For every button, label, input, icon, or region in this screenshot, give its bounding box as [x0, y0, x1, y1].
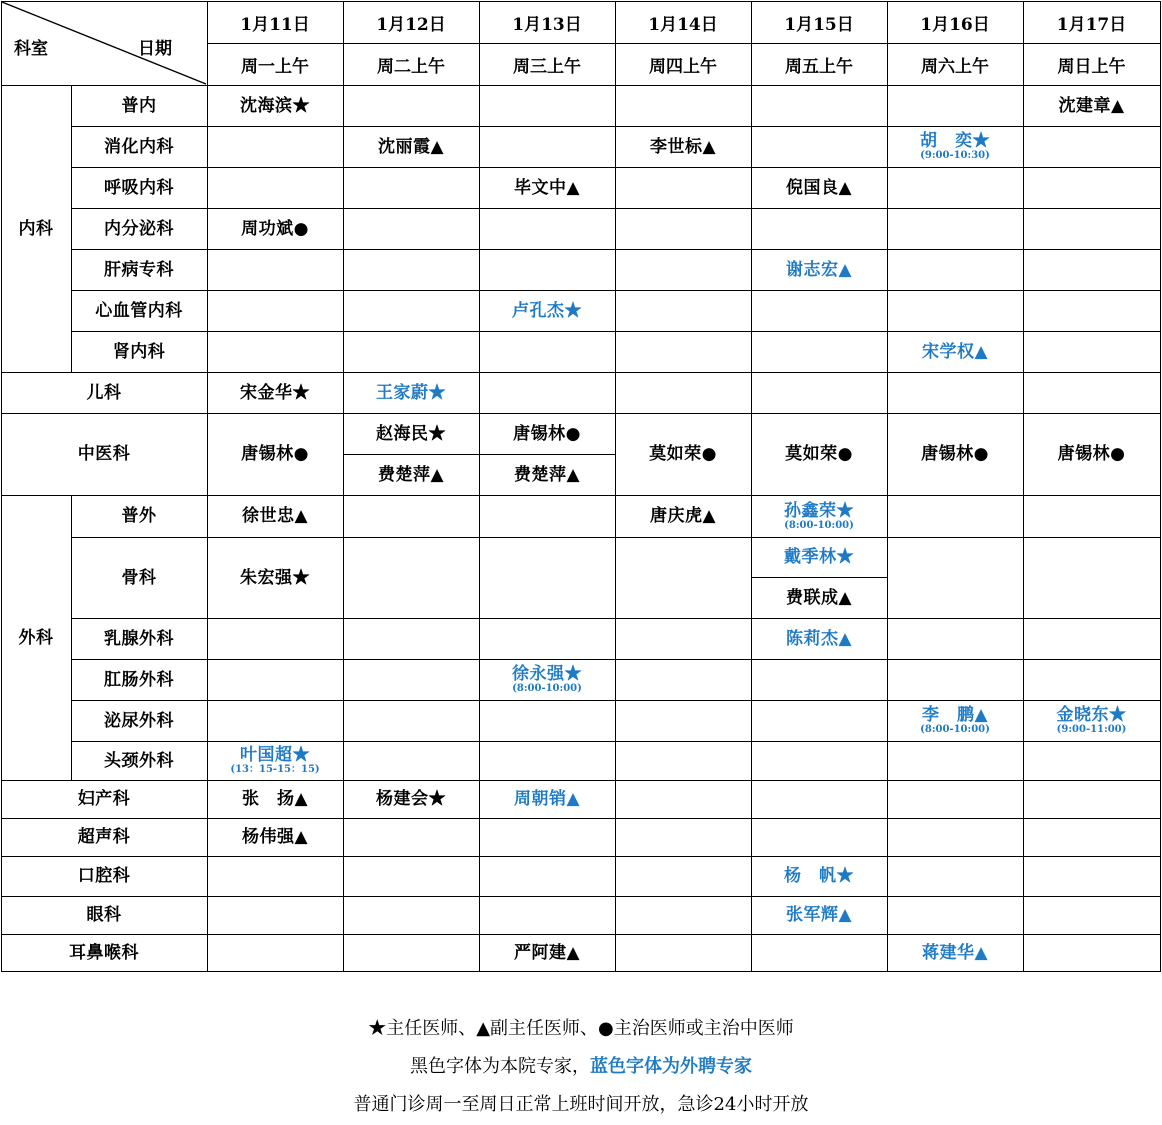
doctor-name: 沈丽霞▲ [377, 136, 445, 157]
doctor-entry [751, 577, 887, 618]
doctor-entry [207, 818, 343, 856]
department-label: 普外 [121, 506, 157, 526]
doctor-entry [751, 249, 887, 290]
doctor-name: 沈海滨★ [240, 95, 310, 116]
doctor-name: 胡 奕★ [920, 131, 990, 151]
doctor-entry [343, 126, 479, 167]
doctor-entry [887, 331, 1023, 372]
legend-colors [0, 1048, 1162, 1086]
day-date-header: 1月14日 [648, 14, 718, 35]
department-label: 呼吸内科 [104, 177, 174, 198]
doctor-name: 徐永强★ [512, 664, 582, 684]
legend-symbols: ★主任医师、▲副主任医师、●主治医师或主治中医师 [368, 1018, 794, 1039]
department-label: 眼科 [86, 905, 122, 925]
doctor-name: 孙鑫荣★ [784, 500, 854, 521]
doctor-entry [751, 495, 887, 537]
department-label: 口腔科 [77, 866, 131, 886]
department-label: 肛肠外科 [104, 669, 174, 690]
department-label: 中医科 [77, 444, 131, 464]
doctor-entry [207, 537, 343, 618]
session-time: (9:00-11:00) [1056, 724, 1127, 735]
doctor-entry [343, 780, 479, 818]
doctor-entry [343, 454, 479, 495]
doctor-entry [615, 495, 751, 537]
doctor-entry [887, 413, 1023, 495]
doctor-entry [207, 495, 343, 537]
day-weekday-header: 周四上午 [649, 56, 717, 77]
doctor-entry [479, 454, 615, 495]
doctor-entry [479, 413, 615, 454]
doctor-entry [887, 934, 1023, 971]
session-time: (9:00-10:30) [920, 150, 990, 161]
doctor-entry [207, 780, 343, 818]
day-weekday-header: 周二上午 [377, 56, 445, 77]
doctor-entry [207, 208, 343, 249]
department-label: 内分泌科 [104, 218, 174, 239]
doctor-name: 严阿建▲ [513, 942, 581, 963]
doctor-name: 唐锡林● [921, 444, 989, 464]
corner-label-department: 科室 [14, 39, 48, 59]
day-weekday-header: 周五上午 [785, 56, 853, 77]
doctor-name: 朱宏强★ [240, 567, 310, 588]
department-label: 儿科 [86, 382, 122, 403]
doctor-name: 毕文中▲ [513, 177, 581, 198]
day-weekday-header: 周日上午 [1057, 56, 1126, 77]
doctor-entry [887, 126, 1023, 167]
doctor-entry [479, 659, 615, 700]
corner-label-date: 日期 [138, 39, 172, 59]
doctor-entry [207, 413, 343, 495]
department-label: 肝病专科 [104, 259, 174, 280]
doctor-name: 李 鹏▲ [921, 705, 989, 725]
doctor-name: 王家蔚★ [376, 382, 446, 403]
department-label: 超声科 [77, 827, 131, 847]
doctor-name: 沈建章▲ [1058, 95, 1125, 116]
doctor-entry [615, 126, 751, 167]
doctor-name: 杨建会★ [376, 789, 446, 809]
doctor-name: 唐庆虎▲ [649, 506, 717, 526]
department-label: 消化内科 [104, 136, 174, 157]
session-time: (8:00-10:00) [920, 724, 990, 735]
doctor-name: 张军辉▲ [785, 905, 853, 925]
session-time: (8:00-10:00) [784, 519, 854, 531]
doctor-entry [479, 290, 615, 331]
doctor-name: 金晓东★ [1056, 705, 1127, 725]
doctor-entry [751, 167, 887, 208]
department-label: 泌尿外科 [104, 710, 174, 731]
day-weekday-header: 周六上午 [921, 56, 989, 77]
doctor-name: 周朝销▲ [513, 789, 581, 809]
day-date-header: 1月13日 [512, 14, 582, 35]
session-time: (8:00-10:00) [512, 683, 582, 694]
doctor-name: 周功斌● [241, 218, 309, 239]
doctor-name: 赵海民★ [376, 423, 446, 444]
doctor-entry [1023, 413, 1160, 495]
doctor-name: 陈莉杰▲ [785, 628, 853, 649]
day-date-header: 1月16日 [920, 14, 990, 35]
doctor-entry [751, 413, 887, 495]
doctor-name: 宋金华★ [240, 382, 310, 403]
legend-hours: 普通门诊周一至周日正常上班时间开放，急诊24小时开放 [353, 1094, 809, 1115]
day-date-header: 1月15日 [784, 14, 854, 35]
day-date-header: 1月12日 [376, 14, 446, 35]
department-label: 妇产科 [77, 789, 131, 809]
doctor-entry [1023, 85, 1160, 126]
department-label: 乳腺外科 [104, 628, 174, 649]
doctor-name: 唐锡林● [513, 423, 581, 444]
doctor-name: 唐锡林● [1057, 444, 1126, 464]
doctor-name: 倪国良▲ [785, 177, 853, 198]
doctor-name: 莫如荣● [785, 444, 853, 464]
doctor-entry [207, 372, 343, 413]
legend-black-note: 黑色字体为本院专家， [410, 1056, 590, 1077]
doctor-entry [207, 85, 343, 126]
doctor-name: 杨 帆★ [784, 866, 854, 886]
doctor-name: 徐世忠▲ [241, 506, 309, 526]
session-time: (13：15-15：15) [230, 764, 320, 775]
doctor-name: 费楚萍▲ [513, 464, 581, 485]
doctor-name: 费联成▲ [785, 587, 853, 608]
doctor-name: 卢孔杰★ [512, 300, 582, 321]
doctor-name: 蒋建华▲ [921, 942, 989, 963]
doctor-name: 谢志宏▲ [785, 259, 853, 280]
legend [0, 1010, 1162, 1124]
doctor-name: 李世标▲ [649, 136, 717, 157]
doctor-entry [207, 741, 343, 780]
doctor-entry [751, 856, 887, 896]
doctor-entry [343, 413, 479, 454]
doctor-name: 杨伟强▲ [241, 827, 309, 847]
department-label: 耳鼻喉科 [69, 942, 139, 963]
doctor-entry [751, 896, 887, 934]
day-weekday-header: 周三上午 [513, 56, 581, 77]
doctor-entry [343, 372, 479, 413]
doctor-entry [1023, 700, 1160, 741]
doctor-entry [751, 537, 887, 577]
department-label: 心血管内科 [95, 300, 183, 321]
doctor-entry [751, 618, 887, 659]
department-label: 普内 [121, 95, 157, 116]
department-group-label: 外科 [18, 627, 54, 648]
day-weekday-header: 周一上午 [241, 56, 309, 77]
department-label: 骨科 [121, 567, 157, 588]
day-date-header: 1月11日 [240, 14, 310, 35]
day-date-header: 1月17日 [1056, 14, 1127, 35]
doctor-name: 叶国超★ [240, 745, 310, 765]
corner-diagonal [0, 0, 207, 85]
doctor-name: 费楚萍▲ [377, 464, 445, 485]
doctor-entry [615, 413, 751, 495]
doctor-entry [479, 780, 615, 818]
doctor-name: 莫如荣● [649, 444, 717, 464]
doctor-entry [479, 934, 615, 971]
doctor-entry [479, 167, 615, 208]
department-label: 头颈外科 [104, 750, 174, 771]
doctor-name: 张 扬▲ [241, 789, 309, 809]
doctor-name: 戴季林★ [784, 547, 854, 567]
department-group-label: 内科 [18, 218, 54, 239]
doctor-name: 宋学权▲ [921, 341, 989, 362]
department-label: 肾内科 [112, 341, 166, 362]
doctor-name: 唐锡林● [241, 444, 309, 464]
legend-blue-note: 蓝色字体为外聘专家 [590, 1056, 752, 1077]
doctor-entry [887, 700, 1023, 741]
